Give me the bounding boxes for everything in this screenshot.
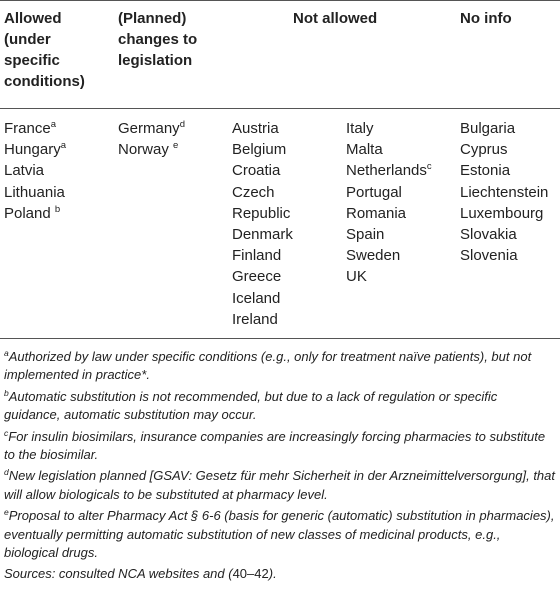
country-name: France xyxy=(4,120,51,137)
column-not-allowed-2 xyxy=(346,118,432,288)
country-cell xyxy=(346,266,432,287)
country-name: Germany xyxy=(118,120,180,137)
country-name: Romania xyxy=(346,204,407,222)
country-name: Luxembourg xyxy=(460,204,544,222)
country-name: Poland xyxy=(4,204,55,222)
country-name: Malta xyxy=(346,141,383,159)
country-cell xyxy=(232,160,293,181)
header-line: (Planned) xyxy=(118,10,187,27)
country-cell xyxy=(232,245,293,266)
footnote xyxy=(4,507,556,562)
country-name: Cyprus xyxy=(460,141,508,159)
country-name: Hungary xyxy=(4,141,61,159)
country-cell xyxy=(346,203,432,224)
country-name: Slovakia xyxy=(460,226,517,244)
footnote-text: Automatic substitution is not recommended, but due to a lack of regulation or specific guidance, automatic substitution may occur. xyxy=(4,388,498,423)
country-name: Croatia xyxy=(232,162,281,180)
country-name: Portugal xyxy=(346,183,402,201)
country-name: Finland xyxy=(232,247,282,265)
header-no-info xyxy=(460,8,512,29)
country-cell xyxy=(232,309,293,330)
country-cell xyxy=(460,224,548,245)
country-name: Liechtenstein xyxy=(460,183,549,201)
header-line: changes to xyxy=(118,31,198,48)
country-name: Greece xyxy=(232,268,282,286)
footnote-marker: a xyxy=(60,140,66,152)
country-name: Estonia xyxy=(460,162,511,180)
footnote-mark: d xyxy=(4,467,9,478)
country-cell xyxy=(346,118,432,139)
footnote-marker: a xyxy=(50,119,56,130)
header-line: specific xyxy=(4,52,60,69)
header-line: Not allowed xyxy=(293,10,378,27)
country-name: Czech xyxy=(232,183,275,201)
country-cell xyxy=(232,182,293,203)
footnote-mark: b xyxy=(4,387,9,398)
column-planned xyxy=(118,118,185,160)
country-cell xyxy=(118,118,185,139)
header-line: Allowed xyxy=(4,10,62,27)
country-name: Norway xyxy=(118,141,174,159)
footnote-marker: d xyxy=(179,119,185,130)
footnote xyxy=(4,467,556,504)
country-cell xyxy=(346,224,432,245)
footnote-text: New legislation planned [GSAV: Gesetz für mehr Sicherheit in der Arzneimittelversorgung], that will allow biologicals to be substituted at pharmacy level. xyxy=(4,468,556,502)
footnote-mark: c xyxy=(4,427,9,438)
header-allowed xyxy=(4,8,85,92)
footnote-marker: c xyxy=(426,161,432,173)
country-cell xyxy=(4,160,66,181)
footnote-marker: e xyxy=(173,140,179,152)
country-cell xyxy=(4,139,66,160)
country-name: Austria xyxy=(232,120,279,137)
footnote-text: Proposal to alter Pharmacy Act § 6-6 (basis for generic (automatic) substitution in pharmacies), eventually permitting automatic substitution of new classes of medicinal products, e.g., biological drugs. xyxy=(4,508,555,561)
country-name: Slovenia xyxy=(460,247,518,265)
header-planned xyxy=(118,8,197,71)
header-not-allowed xyxy=(293,8,377,29)
country-name: Latvia xyxy=(4,162,45,180)
country-cell xyxy=(232,139,293,160)
country-cell xyxy=(232,224,293,245)
country-name: Ireland xyxy=(232,310,278,328)
country-cell xyxy=(460,118,548,139)
sources-text: Sources: consulted NCA websites and ( xyxy=(4,566,233,582)
country-cell xyxy=(460,245,548,266)
sources-line xyxy=(4,565,556,583)
footnote-marker: b xyxy=(54,203,61,215)
country-name: Denmark xyxy=(232,226,293,244)
country-cell xyxy=(232,203,293,224)
country-cell xyxy=(118,139,185,160)
column-not-allowed-1 xyxy=(232,118,293,330)
country-name: UK xyxy=(346,268,367,286)
country-name: Iceland xyxy=(232,289,281,307)
header-line: conditions) xyxy=(4,73,85,90)
country-cell xyxy=(460,203,548,224)
footnote-mark: a xyxy=(4,348,9,358)
country-cell xyxy=(460,160,548,181)
country-name: Italy xyxy=(346,120,374,137)
column-allowed xyxy=(4,118,66,224)
footnotes xyxy=(4,348,556,584)
country-cell xyxy=(346,182,432,203)
footnote-text: For insulin biosimilars, insurance companies are increasingly forcing pharmacies to substitute to the biosimilar. xyxy=(4,428,546,463)
header-line: (under xyxy=(4,31,51,48)
country-name: Lithuania xyxy=(4,183,65,201)
table-top-rule xyxy=(0,0,560,1)
country-cell xyxy=(460,182,548,203)
country-cell xyxy=(4,118,66,139)
footnote xyxy=(4,348,556,385)
country-cell xyxy=(232,288,293,309)
table-bottom-rule xyxy=(0,338,560,339)
country-cell xyxy=(346,139,432,160)
country-cell xyxy=(4,203,66,224)
country-name: Republic xyxy=(232,204,291,222)
footnote-mark: e xyxy=(4,507,9,518)
country-name: Belgium xyxy=(232,141,287,159)
country-name: Bulgaria xyxy=(460,120,516,137)
country-cell xyxy=(4,182,66,203)
header-line: No info xyxy=(460,10,512,27)
country-name: Netherlands xyxy=(346,162,427,180)
footnote-list xyxy=(4,348,556,562)
footnote xyxy=(4,428,556,465)
column-no-info xyxy=(460,118,548,266)
country-name: Spain xyxy=(346,226,385,244)
header-rule xyxy=(0,108,560,109)
header-line: legislation xyxy=(118,52,193,69)
sources-end: ). xyxy=(268,566,277,582)
country-cell xyxy=(232,266,293,287)
sources-refs[interactable]: 40–42 xyxy=(232,566,269,582)
country-cell xyxy=(232,118,293,139)
country-cell xyxy=(460,139,548,160)
footnote-text: Authorized by law under specific conditions (e.g., only for treatment naïve patients), but not implemented in practice*. xyxy=(4,349,532,383)
footnote xyxy=(4,388,556,425)
country-cell xyxy=(346,245,432,266)
country-cell xyxy=(346,160,432,181)
country-name: Sweden xyxy=(346,247,401,265)
